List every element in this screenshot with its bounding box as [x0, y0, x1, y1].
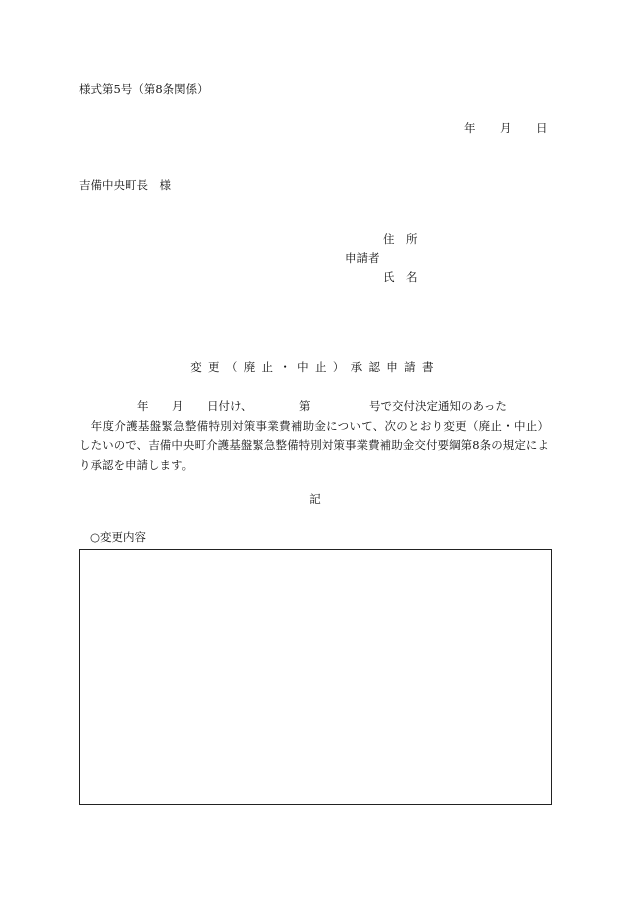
address-label: 住 所	[383, 232, 418, 246]
body-year: 年	[137, 399, 149, 413]
date-line	[464, 120, 548, 136]
applicant-block	[345, 230, 418, 287]
body-first-line	[137, 398, 507, 414]
change-content-heading: ○変更内容	[90, 530, 147, 544]
date-month: 月	[500, 121, 512, 135]
body-paragraph: 年度介護基盤緊急整備特別対策事業費補助金について、次のとおり変更（廃止・中止）したいので、吉備中央町介護基盤緊急整備特別対策事業費補助金交付要綱第8条の規定により承認を申請します。	[79, 419, 549, 472]
change-content-box[interactable]	[79, 549, 552, 805]
name-label: 氏 名	[383, 270, 418, 284]
document-title: 変更（廃止・中止）承認申請書	[190, 360, 440, 374]
ki-heading: 記	[309, 492, 321, 506]
date-day: 日	[536, 121, 548, 135]
form-number: 様式第5号（第8条関係）	[79, 82, 209, 96]
body-month: 月	[172, 399, 184, 413]
body-number-suffix: 号で交付決定通知のあった	[369, 399, 507, 413]
applicant-label: 申請者	[345, 251, 380, 265]
body-text	[79, 417, 549, 475]
date-year: 年	[464, 121, 476, 135]
body-date-suffix: 日付け、	[207, 399, 253, 413]
addressee: 吉備中央町長 様	[79, 178, 171, 192]
body-number-prefix: 第	[299, 399, 311, 413]
